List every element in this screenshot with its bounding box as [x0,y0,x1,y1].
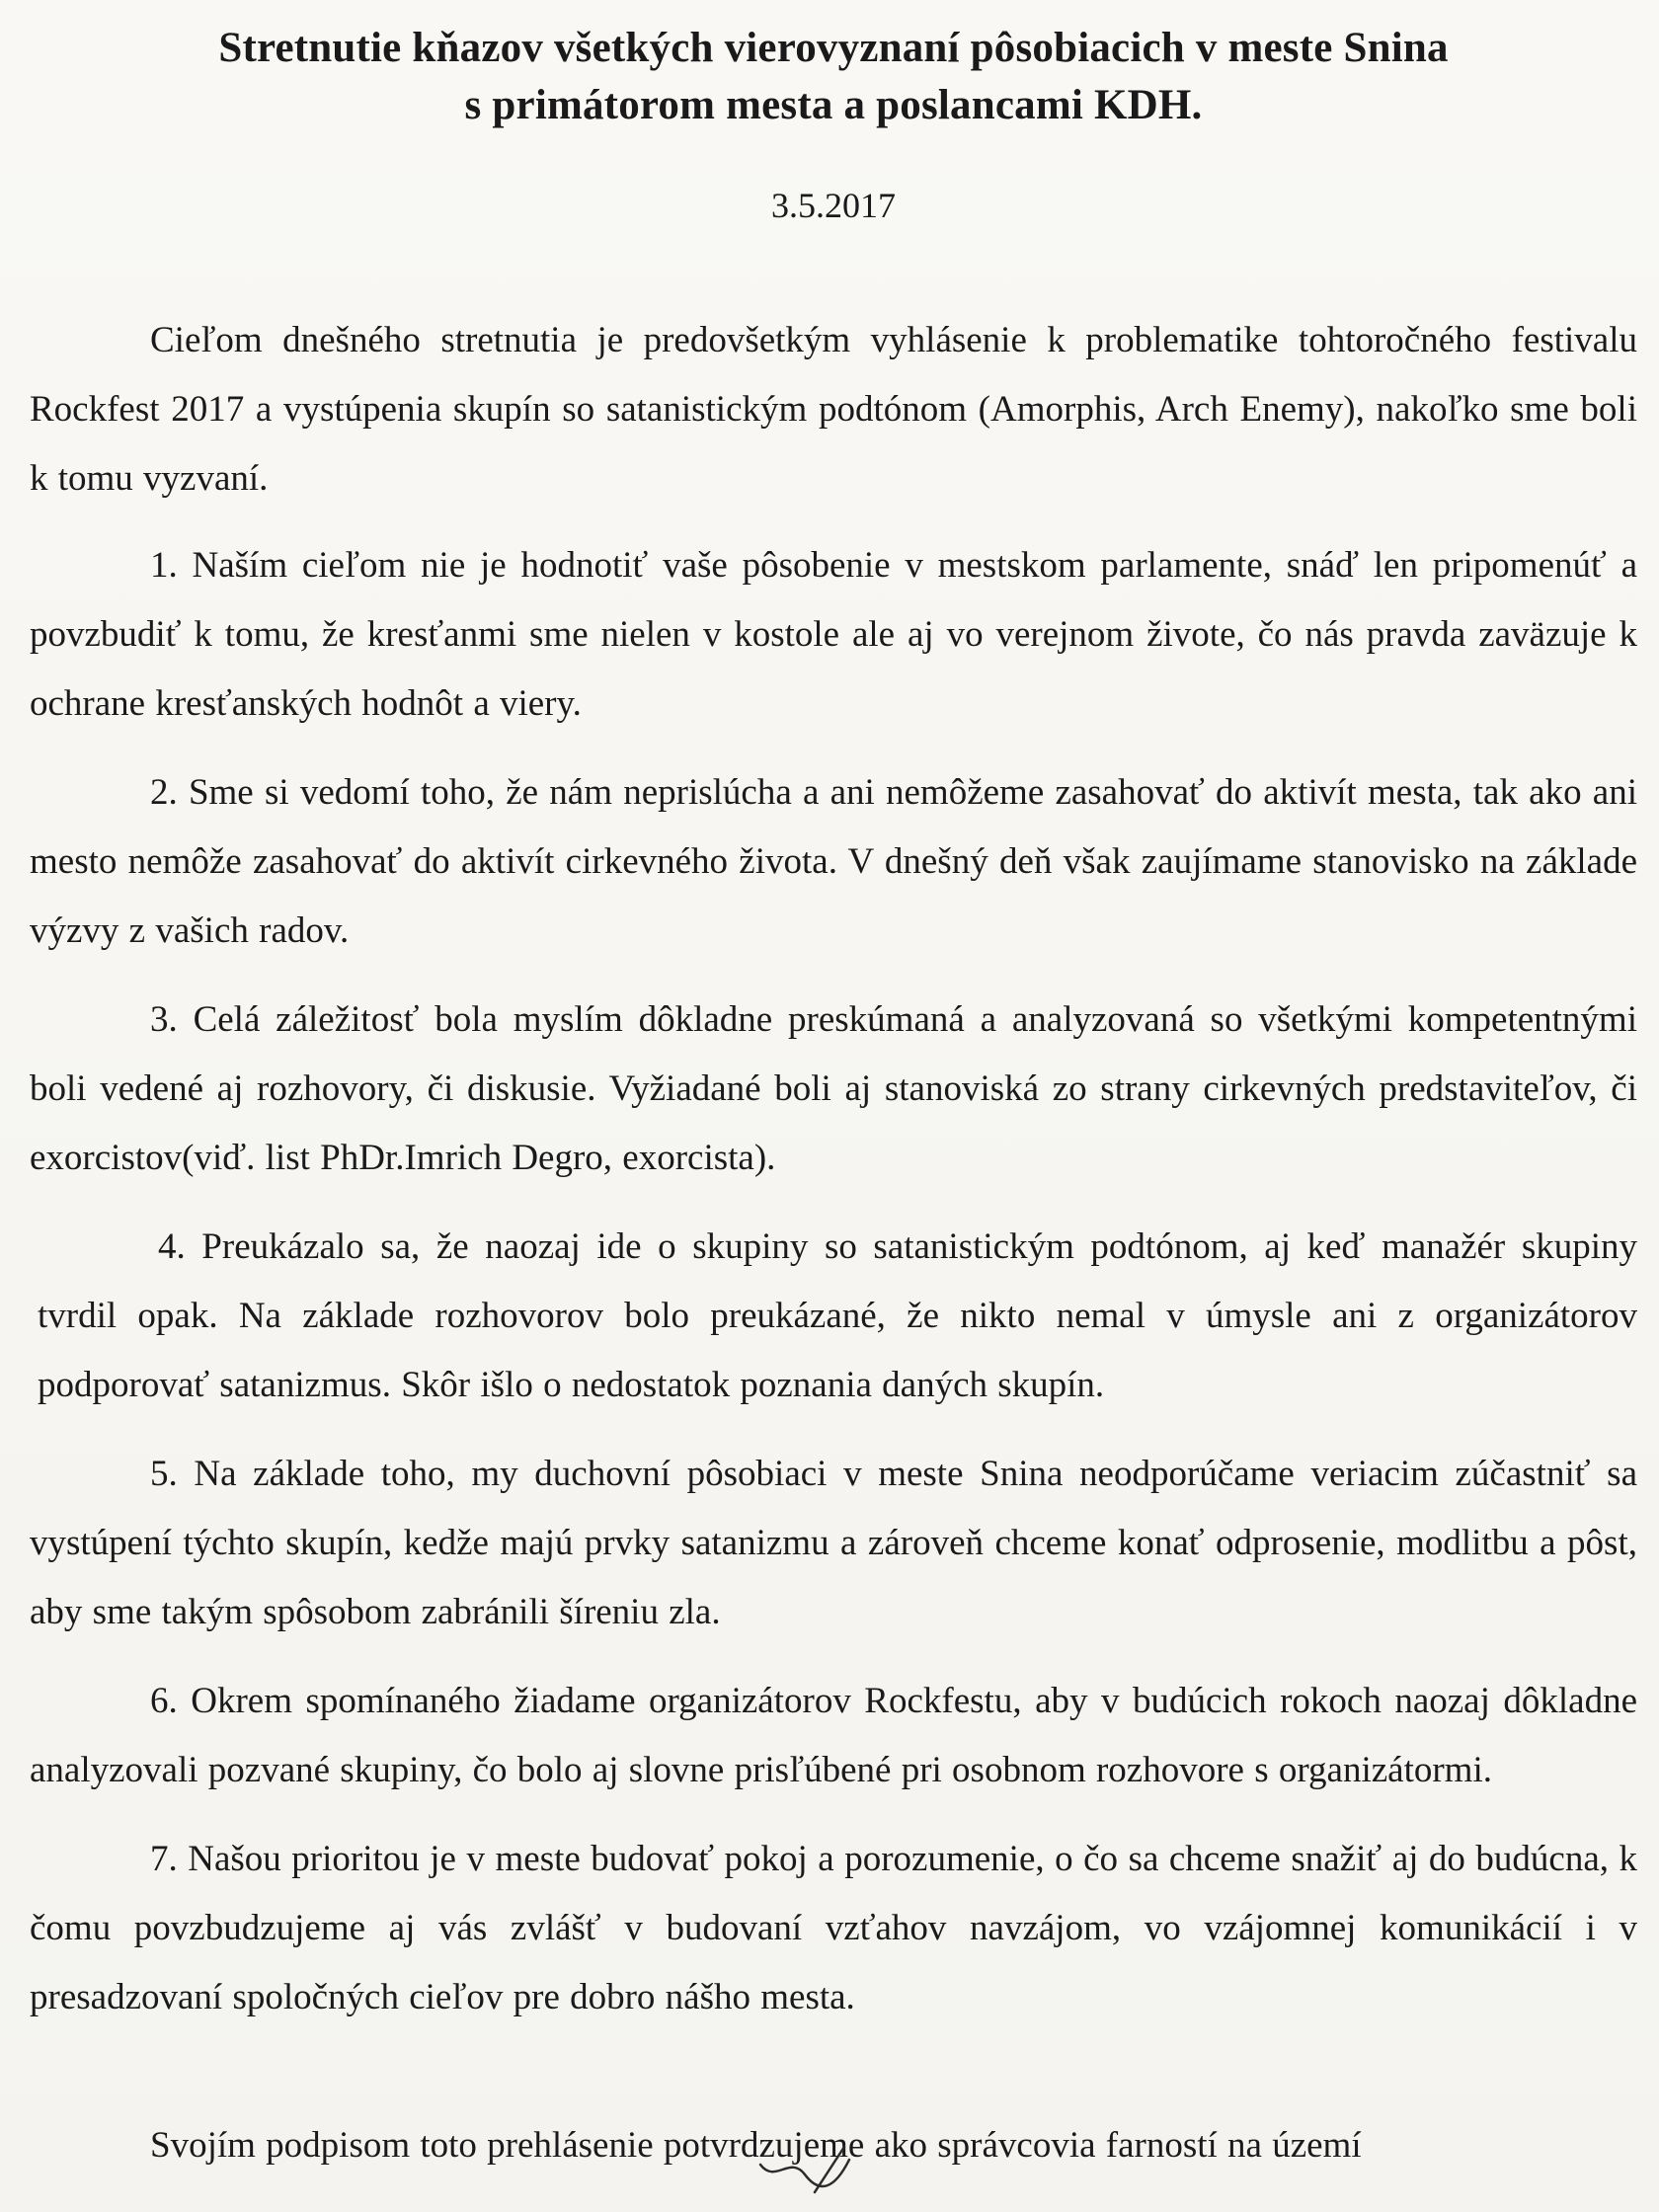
paragraph-3: 3. Celá záležitosť bola myslím dôkladne preskúmaná a analyzovaná so všetkými kompetentnými boli vedené aj rozhovory, či diskusie. Vyžiadané boli aj stanoviská zo strany cirkevných predstaviteľov, či exorcistov(viď. list PhDr.Imrich Degro, exorcista). [30,999,1637,1178]
paragraph-5: 5. Na základe toho, my duchovní pôsobiaci v meste Snina neodporúčame veriacim zúčastniť sa vystúpení týchto skupín, kedže majú prvky satanizmu a zároveň chceme konať odprosenie, modlitbu a pôst, aby sme takým spôsobom zabránili šíreniu zla. [30,1454,1637,1632]
intro-paragraph: Cieľom dnešného stretnutia je predovšetkým vyhlásenie k problematike tohtoročného festivalu Rockfest 2017 a vystúpenia skupín so satanistickým podtónom (Amorphis, Arch Enemy), nakoľko sme boli k tomu vyzvaní. [30,320,1637,499]
document-date: 3.5.2017 [771,186,896,225]
title-line-1: Stretnutie kňazov všetkých vierovyznaní pôsobiacich v meste Snina [218,25,1449,71]
signature-scribble-icon [755,2145,874,2204]
paragraph-1: 1. Naším cieľom nie je hodnotiť vaše pôsobenie v mestskom parlamente, snáď len pripomenúť a povzbudiť k tomu, že kresťanmi sme nielen v kostole ale aj vo verejnom živote, čo nás pravda zaväzuje k ochrane kresťanských hodnôt a viery. [30,545,1637,724]
paragraph-4: 4. Preukázalo sa, že naozaj ide o skupiny so satanistickým podtónom, aj keď manažér skupiny tvrdil opak. Na základe rozhovorov bolo preukázané, že nikto nemal v úmysle ani z organizátorov podporovať satanizmus. Skôr išlo o nedostatok poznania daných skupín. [38,1226,1637,1405]
paragraph-2: 2. Sme si vedomí toho, že nám neprislúcha a ani nemôžeme zasahovať do aktivít mesta, tak ako ani mesto nemôže zasahovať do aktivít cirkevného života. V dnešný deň však zaujímame stanovisko na základe výzvy z vašich radov. [30,772,1637,951]
closing-statement: Svojím podpisom toto prehlásenie potvrdzujeme ako správcovia farností na území [150,2125,1362,2166]
title-line-2: s primátorom mesta a poslancami KDH. [464,82,1203,128]
signature-block [30,2111,1637,2180]
paragraph-6: 6. Okrem spomínaného žiadame organizátorov Rockfestu, aby v budúcich rokoch naozaj dôkladne analyzovali pozvané skupiny, čo bolo aj slovne prisľúbené pri osobnom rozhovore s organizátormi. [30,1681,1637,1790]
document-title [30,20,1637,134]
paragraph-7: 7. Našou prioritou je v meste budovať pokoj a porozumenie, o čo sa chceme snažiť aj do budúcna, k čomu povzbudzujeme aj vás zvlášť v budovaní vzťahov navzájom, vo vzájomnej komunikácií i v presadzovaní spoločných cieľov pre dobro nášho mesta. [30,1839,1637,2017]
document-body [30,306,1637,2032]
